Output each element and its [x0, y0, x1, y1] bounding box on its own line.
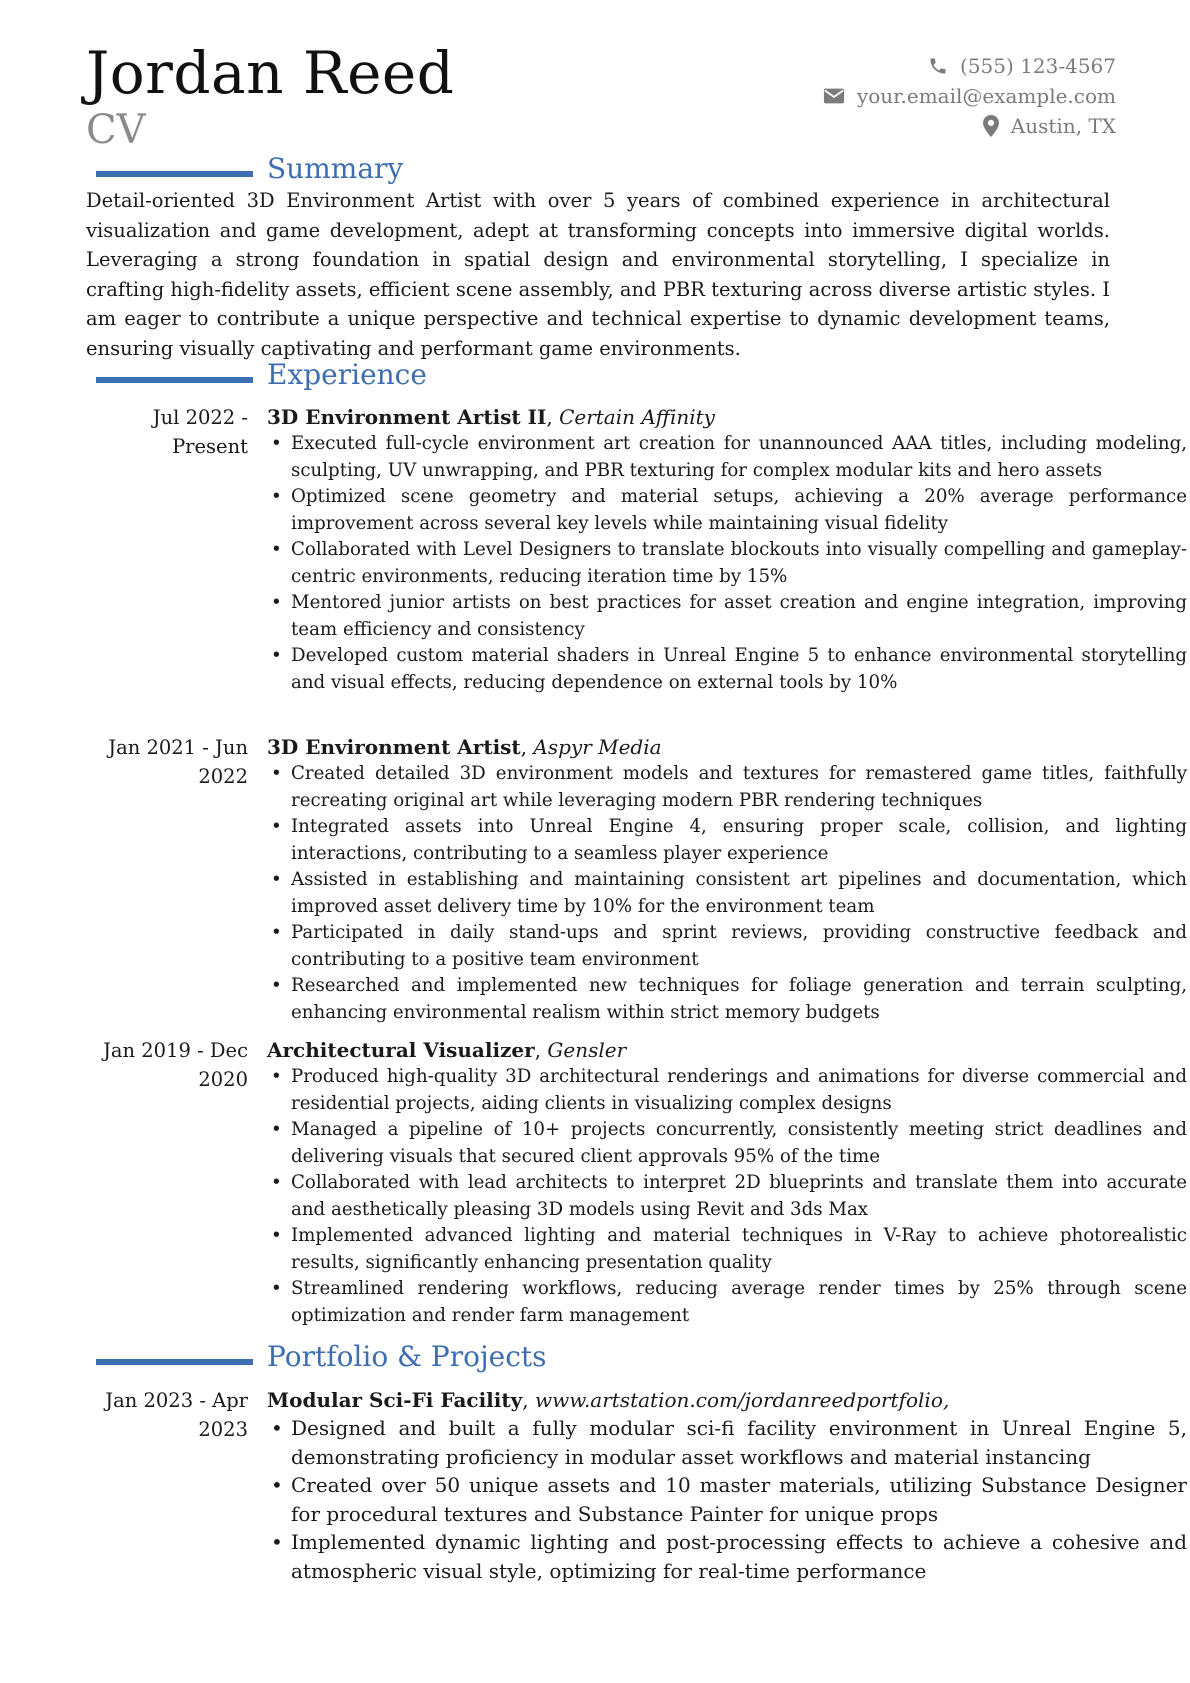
experience-section-header	[96, 358, 1096, 398]
entry-company: Gensler	[547, 1038, 627, 1062]
section-rule	[96, 171, 253, 177]
bullet-item: • Researched and implemented new techniques for foliage generation and terrain sculpting, enhancing environmental realism within strict memory budgets	[267, 973, 1187, 1026]
entry-bullets	[267, 1064, 1187, 1329]
section-rule	[96, 377, 253, 383]
contact-location-row	[823, 111, 1116, 141]
entry-title: 3D Environment Artist II, Certain Affinity	[267, 405, 715, 429]
bullet-item: • Collaborated with Level Designers to translate blockouts into visually compelling and gameplay-centric environments, reducing iteration time by 15%	[267, 537, 1187, 590]
entry-body	[267, 1036, 1187, 1329]
entry-company: Certain Affinity	[559, 405, 715, 429]
bullet-item: • Developed custom material shaders in Unreal Engine 5 to enhance environmental storytelling and visual effects, reducing dependence on external tools by 10%	[267, 643, 1187, 696]
section-title-experience: Experience	[267, 358, 427, 391]
entry-role: 3D Environment Artist	[267, 735, 521, 759]
entry-title: 3D Environment Artist, Aspyr Media	[267, 735, 662, 759]
entry-title: Architectural Visualizer, Gensler	[267, 1038, 627, 1062]
email-link[interactable]: your.email@example.com	[856, 84, 1116, 108]
entry-date: Jan 2023 - Apr 2023	[105, 1389, 248, 1441]
entry-date: Jul 2022 - Present	[152, 406, 248, 458]
bullet-item: • Executed full-cycle environment art creation for unannounced AAA titles, including modeling, sculpting, UV unwrapping, and PBR texturing for complex modular kits and hero assets	[267, 431, 1187, 484]
map-marker-icon	[983, 115, 999, 137]
entry-bullets	[267, 761, 1187, 1026]
entry-title: Modular Sci-Fi Facility, www.artstation.com/jordanreedportfolio,	[267, 1388, 950, 1412]
entry-body	[267, 733, 1187, 1026]
bullet-item: • Managed a pipeline of 10+ projects concurrently, consistently meeting strict deadlines and delivering visuals that secured client approvals 95% of the time	[267, 1117, 1187, 1170]
entry-company: Aspyr Media	[533, 735, 662, 759]
portfolio-link[interactable]: www.artstation.com/jordanreedportfolio,	[534, 1388, 950, 1412]
entry-role: 3D Environment Artist II	[267, 405, 547, 429]
entry-bullets	[267, 431, 1187, 696]
phone-icon	[928, 56, 948, 76]
contact-email-row	[823, 81, 1116, 111]
bullet-item: • Streamlined rendering workflows, reducing average render times by 25% through scene optimization and render farm management	[267, 1276, 1187, 1329]
summary-text: Detail-oriented 3D Environment Artist with over 5 years of combined experience in architectural visualization and game development, adept at transforming concepts into immersive digital worlds. Leveraging a strong foundation in spatial design and environmental storytelling, I specialize in crafting high-fidelity assets, efficient scene assembly, and PBR texturing across diverse artistic styles. I am eager to contribute a unique perspective and technical expertise to dynamic development teams, ensuring visually captivating and performant game environments.	[86, 189, 1110, 360]
entry-role: Architectural Visualizer	[267, 1038, 535, 1062]
bullet-item: • Collaborated with lead architects to interpret 2D blueprints and translate them into accurate and aesthetically pleasing 3D models using Revit and 3ds Max	[267, 1170, 1187, 1223]
entry-bullets	[267, 1414, 1187, 1585]
document-type: CV	[86, 107, 146, 153]
portfolio-section-header	[96, 1340, 1096, 1380]
bullet-item: • Produced high-quality 3D architectural renderings and animations for diverse commercial and residential projects, aiding clients in visualizing complex designs	[267, 1064, 1187, 1117]
entry-date: Jan 2019 - Dec 2020	[103, 1039, 248, 1091]
bullet-item: • Mentored junior artists on best practices for asset creation and engine integration, improving team efficiency and consistency	[267, 590, 1187, 643]
entry-body	[267, 403, 1187, 696]
phone-number: (555) 123-4567	[960, 54, 1116, 78]
section-rule	[96, 1359, 253, 1365]
entry-date: Jan 2021 - Jun 2022	[108, 736, 248, 788]
bullet-item: • Implemented advanced lighting and material techniques in V-Ray to achieve photorealistic results, significantly enhancing presentation quality	[267, 1223, 1187, 1276]
bullet-item: • Optimized scene geometry and material setups, achieving a 20% average performance improvement across several key levels while maintaining visual fidelity	[267, 484, 1187, 537]
entry-role: Modular Sci-Fi Facility	[267, 1388, 523, 1412]
bullet-item: • Created detailed 3D environment models and textures for remastered game titles, faithfully recreating original art while leveraging modern PBR rendering techniques	[267, 761, 1187, 814]
bullet-item: • Implemented dynamic lighting and post-processing effects to achieve a cohesive and atmospheric visual style, optimizing for real-time performance	[267, 1528, 1187, 1585]
section-title-portfolio: Portfolio & Projects	[267, 1340, 547, 1373]
bullet-item: • Participated in daily stand-ups and sprint reviews, providing constructive feedback and contributing to a positive team environment	[267, 920, 1187, 973]
contact-block	[823, 51, 1116, 141]
location-text: Austin, TX	[1010, 114, 1116, 138]
bullet-item: • Created over 50 unique assets and 10 master materials, utilizing Substance Designer for procedural textures and Substance Painter for unique props	[267, 1471, 1187, 1528]
entry-body	[267, 1386, 1187, 1585]
person-name: Jordan Reed	[86, 39, 455, 107]
section-title-summary: Summary	[267, 152, 404, 185]
envelope-icon	[823, 87, 845, 105]
bullet-item: • Integrated assets into Unreal Engine 4, ensuring proper scale, collision, and lighting interactions, contributing to a seamless player experience	[267, 814, 1187, 867]
bullet-item: • Designed and built a fully modular sci-fi facility environment in Unreal Engine 5, demonstrating proficiency in modular asset workflows and material instancing	[267, 1414, 1187, 1471]
bullet-item: • Assisted in establishing and maintaining consistent art pipelines and documentation, which improved asset delivery time by 10% for the environment team	[267, 867, 1187, 920]
contact-phone-row	[823, 51, 1116, 81]
